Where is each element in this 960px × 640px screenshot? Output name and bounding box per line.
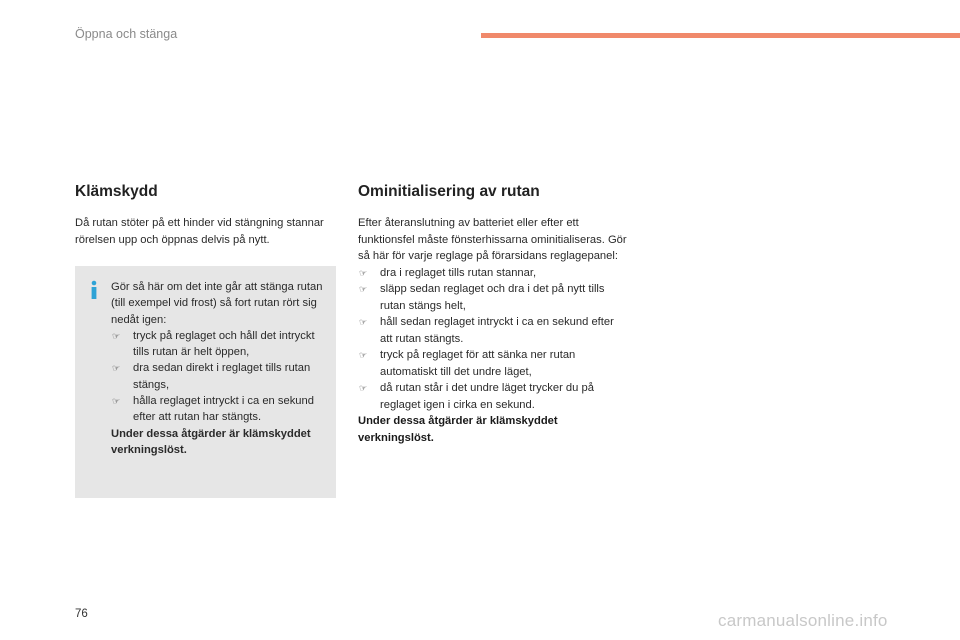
heading-klamskydd: Klämskydd [75,183,158,200]
pointing-hand-icon: ☞ [112,363,121,374]
ominitialisering-note: Under dessa åtgärder är klämskyddet verkningslöst. [358,415,558,444]
bullet-text: tryck på reglaget och håll det intryckt tills rutan är helt öppen, [133,329,315,359]
info-box [75,266,336,498]
header-accent-rule [481,33,960,38]
pointing-hand-icon: ☞ [112,396,121,407]
pointing-hand-icon: ☞ [359,284,368,294]
bullet-text: då rutan står i det undre läget trycker du på reglaget igen i cirka en sekund. [380,382,594,411]
info-box-note: Under dessa åtgärder är klämskyddet verkningslöst. [111,427,311,456]
left-column [75,183,340,248]
pointing-hand-icon: ☞ [359,383,368,393]
list-item [358,347,628,380]
watermark: carmanualsonline.info [718,611,888,630]
pointing-hand-icon: ☞ [112,330,121,341]
page-number: 76 [75,608,88,620]
bullet-text: håll sedan reglaget intryckt i ca en sekund efter att rutan stängts. [380,316,614,345]
info-icon [88,280,100,300]
info-box-bullet-list [111,328,326,426]
list-item [358,380,628,413]
list-item [358,265,628,282]
list-item [358,314,628,347]
section-title: Öppna och stänga [75,27,178,41]
ominitialisering-bullet-list [358,265,628,414]
bullet-text: släpp sedan reglaget och dra i det på nytt tills rutan stängs helt, [380,283,605,312]
bullet-text: dra i reglaget tills rutan stannar, [380,266,537,279]
list-item [111,328,326,361]
bullet-text: dra sedan direkt i reglaget tills rutan stängs, [133,362,311,391]
pointing-hand-icon: ☞ [359,317,368,327]
pointing-hand-icon: ☞ [359,350,368,360]
ominitialisering-intro: Efter återanslutning av batteriet eller efter ett funktionsfel måste fönsterhissarna ominitialiseras. Gör så här för varje reglage på förarsidans reglagepanel: [358,217,627,262]
list-item [358,281,628,314]
klamskydd-intro: Då rutan stöter på ett hinder vid stängning stannar rörelsen upp och öppnas delvis på nytt. [75,217,324,246]
list-item [111,393,326,426]
heading-ominitialisering: Ominitialisering av rutan [358,183,540,200]
pointing-hand-icon: ☞ [359,267,368,278]
info-box-text [111,279,326,458]
right-column [358,183,628,446]
bullet-text: tryck på reglaget för att sänka ner rutan automatiskt till det undre läget, [380,349,576,378]
info-box-intro: Gör så här om det inte går att stänga rutan (till exempel vid frost) så fort rutan rört sig nedåt igen: [111,281,323,326]
list-item [111,360,326,393]
bullet-text: hålla reglaget intryckt i ca en sekund efter att rutan har stängts. [133,395,314,424]
